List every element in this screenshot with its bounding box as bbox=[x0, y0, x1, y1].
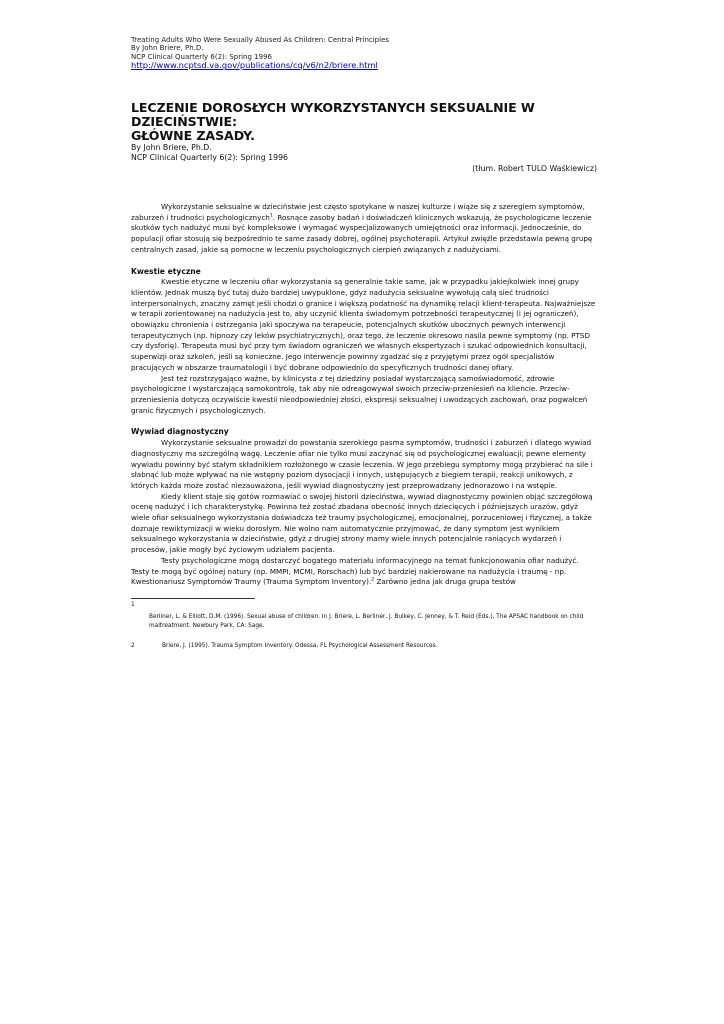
ethics-paragraph-1: Kwestie etyczne w leczeniu ofiar wykorzystania są generalnie takie same, jak w przypadku jakiejkolwiek innej grupy klientów. Jednak muszą być tutaj dużo bardziej uwypuklone, gdyż nadużycia seksualne wywołują całą sieć trudności interpersonalnych, znaczny zamęt jeśli chodzi o granice i większą podatność na dynamikę relacji klient-terapeuta. Najważniejsze w terapii zorientowanej na nadużycia jest to, aby uczynić klienta świadomym potrzebności terapeutycznej (i jej ograniczeń), obowiązku chronienia i ostrzegania jaki spoczywa na terapeucie, potencjalnych skutków ubocznych pewnych interwencji terapeutycznych (np. hipnozy czy leków psychiatrycznych), oraz tego, że leczenie okresowo nasila pewne symptomy (np. PTSD czy dysforię). Terapeuta musi być przy tym świadom ograniczeń we własnych ekspertyzach i szukać odpowiednich konsultacji, superwizji oraz szkoleń, jeśli są konieczne. Jego interwencje powinny zgadzać się z przyjętymi przez ogół specjalistów pracujących w obszarze traumatologii i być dobrane odpowiednio do specyficznych trudności danej ofiary. bbox=[131, 277, 596, 372]
interview-text-b: Zarówno jedna jak druga grupa testów bbox=[374, 577, 516, 587]
article-title-line-1: LECZENIE DOROSŁYCH WYKORZYSTANYCH SEKSUALNIE W DZIECIŃSTWIE: bbox=[131, 99, 535, 129]
footnote-2-number: 2 bbox=[131, 642, 135, 649]
ethics-paragraph-2: Jest też rozstrzygająco ważne, by klinicysta z tej dziedziny posiadał wystarczającą samoświadomość, zdrowie psychologiczne i wystarczającą samokontrolę, tak aby nie odreagowywał swoich przeciw-przeniesień na kliencie. Przeciw-przeniesienia dotyczą oczywiście kwestii nieodpowiedniej złości, ekspresji seksualnej i uwodzących zachowań, oraz pogwałceń granic fizycznych i psychologicznych. bbox=[131, 373, 588, 415]
document-page bbox=[131, 36, 597, 651]
interview-paragraph-3 bbox=[131, 556, 597, 588]
interview-paragraph-2: Kiedy klient staje się gotów rozmawiać o swojej historii dzieciństwa, wywiad diagnostyczny powinien objąć szczegółową ocenę nadużyć i ich charakterystykę. Powinna też zostać zbadana obecność innych dziecięcych i późniejszych urazów, gdyż wiele ofiar seksualnego wykorzystania doświadcza też traumy psychologicznej, emocjonalnej, porzuceniowej i fizycznej, a także doznaje rewiktymizacji w wieku dorosłym. Nie wolno nam automatycznie przyjmować, że dany symptom jest wynikiem seksualnego wykorzystania w dzieciństwie, gdyż z drugiej strony mamy wiele innych potencjalnie raniących wydarzeń i procesów, jakie mogły być życiowym udziałem pacjenta. bbox=[131, 491, 593, 555]
source-title: Treating Adults Who Were Sexually Abused As Children: Central Principles bbox=[131, 36, 390, 44]
article-title bbox=[131, 101, 597, 143]
section-heading-interview: Wywiad diagnostyczny bbox=[131, 427, 229, 437]
footnote-1-text: Berliner, L. & Elliott, D.M. (1996). Sexual abuse of children. In J. Briere, L. Berliner, J. Bulkey, C. Jenney, & T. Reid (Eds.), The APSAC handbook on child maltreatment. Newbury Park, CA: Sage. bbox=[149, 613, 584, 629]
intro-text-b: . Rosnące zasoby badań i doświadczeń klinicznych wskazują, że psychologiczne leczenie skutków tych nadużyć musi być kompleksowe i wymagać wyspecjalizowanych umiejętności oraz informacji. Jednocześnie, do populacji ofiar stosują się bezpośrednio te same zasady dobrej, ogólnej psychoterapii. Artykuł zwięźle przedstawia pewną grupę centralnych zasad, jakie są pomocne w leczeniu psychologicznych cierpień związanych z nadużyciami. bbox=[131, 212, 593, 254]
translator-credit: (tłum. Robert TULO Waśkiewicz) bbox=[472, 164, 597, 174]
section-heading-ethics: Kwestie etyczne bbox=[131, 266, 201, 276]
article-title-line-2: GŁÓWNE ZASADY. bbox=[131, 127, 255, 143]
footnote-2 bbox=[131, 642, 597, 651]
footnote-2-text: Briere, J. (1995). Trauma Symptom Inventory. Odessa, FL Psychological Assessment Resources. bbox=[162, 642, 438, 649]
source-link[interactable]: http://www.ncptsd.va.gov/publications/cq/v6/n2/briere.html bbox=[131, 60, 378, 71]
article-author: By John Briere, Ph.D. bbox=[131, 142, 212, 152]
footnote-divider bbox=[131, 598, 255, 599]
intro-text-a: Wykorzystanie seksualne w dzieciństwie jest często spotykane w naszej kulturze i wiąże się z szeregiem symptomów, zaburzeń i trudności psychologicznych bbox=[131, 202, 585, 222]
interview-paragraph-1: Wykorzystanie seksualne prowadzi do powstania szerokiego pasma symptomów, trudności i zaburzeń i dlatego wywiad diagnostyczny ma szczególną wagę. Leczenie ofiar nie tylko musi zaczynać się od psychologicznej ewaluacji; pewne elementy wywiadu powinny być stałym składnikiem rozłożonego w czasie leczenia. W jego przebiegu symptomy mogą przybierać na sile i słabnąć lub może wpływać na nie wstępny poziom dysocjacji i innych, ustępujących z biegiem terapii, reakcji unikowych, z których każda może zostać niezauważona, jeśli wywiad diagnostyczny jest przeprowadzany jednorazowo i na wstępie. bbox=[131, 438, 593, 490]
footnote-1-number: 1 bbox=[131, 601, 135, 608]
source-journal: NCP Clinical Quarterly 6(2): Spring 1996 bbox=[131, 52, 272, 61]
article-journal: NCP Clinical Quarterly 6(2): Spring 1996 bbox=[131, 152, 289, 162]
intro-paragraph bbox=[131, 202, 597, 256]
source-header bbox=[131, 36, 597, 71]
footnote-ref-1[interactable]: 1 bbox=[269, 213, 273, 219]
footnote-ref-2[interactable]: 2 bbox=[371, 577, 375, 583]
interview-text-a: Testy psychologiczne mogą dostarczyć bogatego materiału informacyjnego na temat funkcjonowania ofiar nadużyć. Testy te mogą być ogólnej natury (np. MMPI, MCMI, Rorschach) lub być bardziej nakierowane na nadużycia i traumę - np. Kwestionariusz Symptomów Traumy (Trauma Symptom Inventory). bbox=[131, 555, 579, 587]
source-author: By John Briere, Ph.D. bbox=[131, 44, 204, 53]
